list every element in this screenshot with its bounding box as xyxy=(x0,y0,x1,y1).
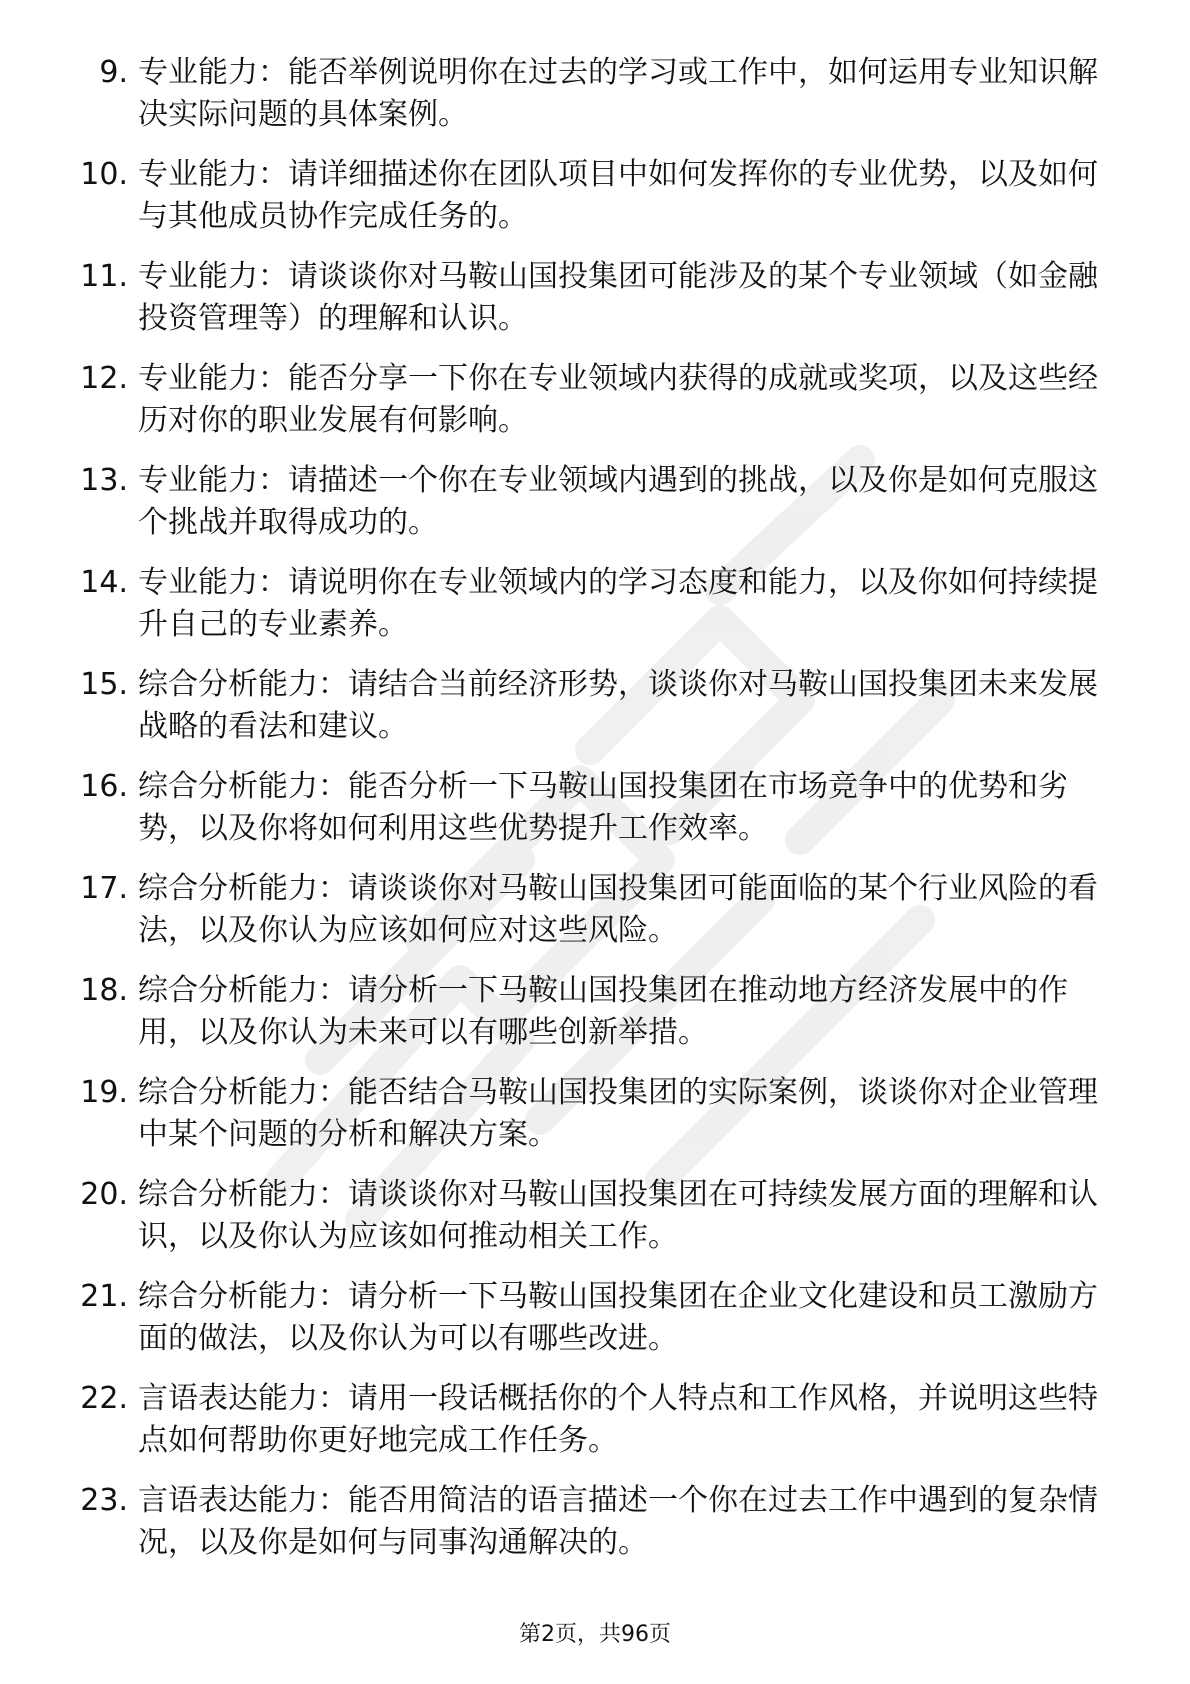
question-number: 19. xyxy=(80,1075,128,1110)
list-item xyxy=(60,460,1120,562)
question-text: 综合分析能力：能否分析一下马鞍山国投集团在市场竞争中的优势和劣势，以及你将如何利用这些优势提升工作效率。 xyxy=(138,769,1068,846)
list-item xyxy=(60,766,1120,868)
question-text: 言语表达能力：请用一段话概括你的个人特点和工作风格，并说明这些特点如何帮助你更好地完成工作任务。 xyxy=(138,1381,1098,1458)
question-text: 综合分析能力：请结合当前经济形势，谈谈你对马鞍山国投集团未来发展战略的看法和建议。 xyxy=(138,667,1098,744)
question-number: 13. xyxy=(80,463,128,498)
list-item xyxy=(60,1480,1120,1582)
list-item xyxy=(60,256,1120,358)
list-item xyxy=(60,1072,1120,1174)
list-item xyxy=(60,970,1120,1072)
list-item xyxy=(60,1174,1120,1276)
question-text: 言语表达能力：能否用简洁的语言描述一个你在过去工作中遇到的复杂情况，以及你是如何与同事沟通解决的。 xyxy=(138,1483,1098,1560)
question-number: 20. xyxy=(80,1177,128,1212)
list-item xyxy=(60,1276,1120,1378)
list-item xyxy=(60,52,1120,154)
question-text: 专业能力：请详细描述你在团队项目中如何发挥你的专业优势，以及如何与其他成员协作完成任务的。 xyxy=(138,157,1098,234)
question-number: 12. xyxy=(80,361,128,396)
list-item xyxy=(60,664,1120,766)
question-number: 16. xyxy=(80,769,128,804)
question-number: 21. xyxy=(80,1279,128,1314)
question-number: 22. xyxy=(80,1381,128,1416)
list-item xyxy=(60,154,1120,256)
question-text: 专业能力：请描述一个你在专业领域内遇到的挑战，以及你是如何克服这个挑战并取得成功的。 xyxy=(138,463,1098,540)
question-number: 15. xyxy=(80,667,128,702)
question-text: 专业能力：请说明你在专业领域内的学习态度和能力，以及你如何持续提升自己的专业素养。 xyxy=(138,565,1098,642)
page-footer: 第2页，共96页 xyxy=(519,1622,671,1647)
list-item xyxy=(60,562,1120,664)
question-text: 综合分析能力：请分析一下马鞍山国投集团在企业文化建设和员工激励方面的做法，以及你认为可以有哪些改进。 xyxy=(138,1279,1098,1356)
question-number: 11. xyxy=(80,259,128,294)
question-number: 14. xyxy=(80,565,128,600)
list-item xyxy=(60,868,1120,970)
question-text: 综合分析能力：请谈谈你对马鞍山国投集团可能面临的某个行业风险的看法，以及你认为应该如何应对这些风险。 xyxy=(138,871,1098,948)
question-text: 专业能力：能否分享一下你在专业领域内获得的成就或奖项，以及这些经历对你的职业发展有何影响。 xyxy=(138,361,1098,438)
list-item xyxy=(60,358,1120,460)
question-text: 综合分析能力：请分析一下马鞍山国投集团在推动地方经济发展中的作用，以及你认为未来可以有哪些创新举措。 xyxy=(138,973,1068,1050)
question-number: 10. xyxy=(80,157,128,192)
question-number: 9. xyxy=(99,55,128,90)
question-text: 专业能力：能否举例说明你在过去的学习或工作中，如何运用专业知识解决实际问题的具体案例。 xyxy=(138,55,1098,132)
question-text: 综合分析能力：请谈谈你对马鞍山国投集团在可持续发展方面的理解和认识，以及你认为应该如何推动相关工作。 xyxy=(138,1177,1098,1254)
question-number: 17. xyxy=(80,871,128,906)
question-list xyxy=(60,52,1120,1582)
list-item xyxy=(60,1378,1120,1480)
question-number: 18. xyxy=(80,973,128,1008)
question-number: 23. xyxy=(80,1483,128,1518)
question-text: 专业能力：请谈谈你对马鞍山国投集团可能涉及的某个专业领域（如金融投资管理等）的理解和认识。 xyxy=(138,259,1098,336)
question-text: 综合分析能力：能否结合马鞍山国投集团的实际案例，谈谈你对企业管理中某个问题的分析和解决方案。 xyxy=(138,1075,1098,1152)
